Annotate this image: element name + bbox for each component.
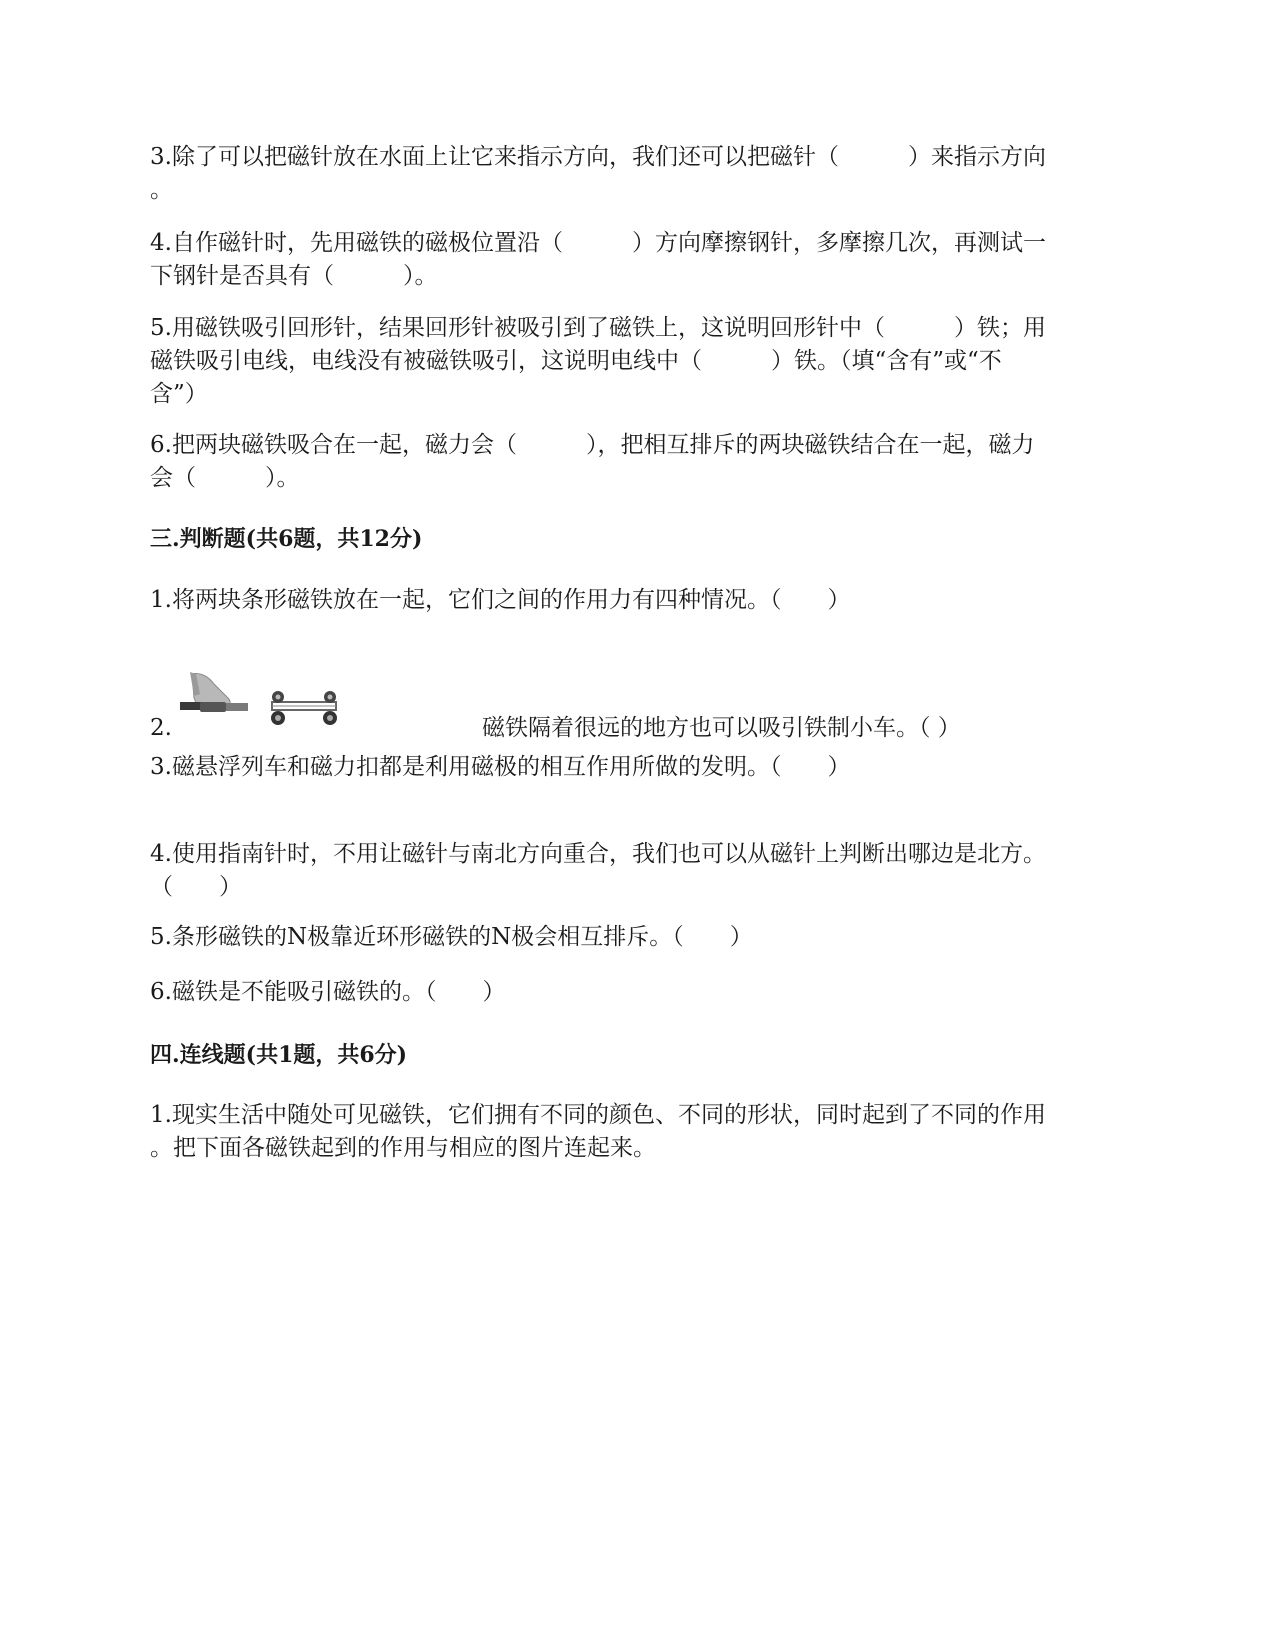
question-line: 6.把两块磁铁吸合在一起，磁力会（ ），把相互排斥的两块磁铁结合在一起，磁力	[150, 432, 1035, 458]
judgment-question-5	[150, 921, 1125, 954]
question-line: （ ）	[150, 874, 242, 900]
judgment-question-3	[150, 751, 1125, 784]
question-line: 磁铁吸引电线，电线没有被磁铁吸引，这说明电线中（ ）铁。（填“含有”或“不	[150, 348, 1002, 374]
question-line: 。	[150, 177, 173, 203]
question-line: 含”）	[150, 381, 208, 407]
fill-question-3	[150, 141, 1125, 207]
question-line: 5.用磁铁吸引回形针，结果回形针被吸引到了磁铁上，这说明回形针中（ ）铁；用	[150, 315, 1046, 341]
question-text: 3.磁悬浮列车和磁力扣都是利用磁极的相互作用所做的发明。（ ）	[150, 754, 851, 780]
question-line: 1.现实生活中随处可见磁铁，它们拥有不同的颜色、不同的形状，同时起到了不同的作用	[150, 1102, 1046, 1128]
fill-question-6	[150, 429, 1125, 495]
question-line: 3.除了可以把磁针放在水面上让它来指示方向，我们还可以把磁针（ ）来指示方向	[150, 144, 1046, 170]
question-line: 。把下面各磁铁起到的作用与相应的图片连起来。	[150, 1135, 656, 1161]
section-heading-matching: 四.连线题(共1题，共6分)	[150, 1042, 408, 1068]
question-line: 会（ ）。	[150, 465, 300, 491]
judgment-question-6	[150, 976, 1125, 1009]
question-line: 4.使用指南针时，不用让磁针与南北方向重合，我们也可以从磁针上判断出哪边是北方。	[150, 841, 1046, 867]
judgment-question-2	[150, 672, 1050, 752]
judgment-question-4	[150, 838, 1125, 904]
judgment-question-1	[150, 584, 1125, 617]
question-number: 2.	[150, 715, 172, 741]
question-text: 磁铁隔着很远的地方也可以吸引铁制小车。（ ）	[482, 715, 961, 741]
fill-question-4	[150, 227, 1125, 293]
question-line: 4.自作磁针时，先用磁铁的磁极位置沿（ ）方向摩擦钢针，多摩擦几次，再测试一	[150, 230, 1046, 256]
section-heading-judgment: 三.判断题(共6题，共12分)	[150, 526, 423, 552]
magnet-and-toy-car-image	[170, 672, 476, 748]
question-text: 1.将两块条形磁铁放在一起，它们之间的作用力有四种情况。（ ）	[150, 587, 851, 613]
question-text: 5.条形磁铁的N极靠近环形磁铁的N极会相互排斥。（ ）	[150, 924, 753, 950]
question-text: 6.磁铁是不能吸引磁铁的。（ ）	[150, 979, 506, 1005]
question-line: 下钢针是否具有（ ）。	[150, 263, 438, 289]
matching-question-1	[150, 1099, 1125, 1165]
fill-question-5	[150, 312, 1125, 411]
